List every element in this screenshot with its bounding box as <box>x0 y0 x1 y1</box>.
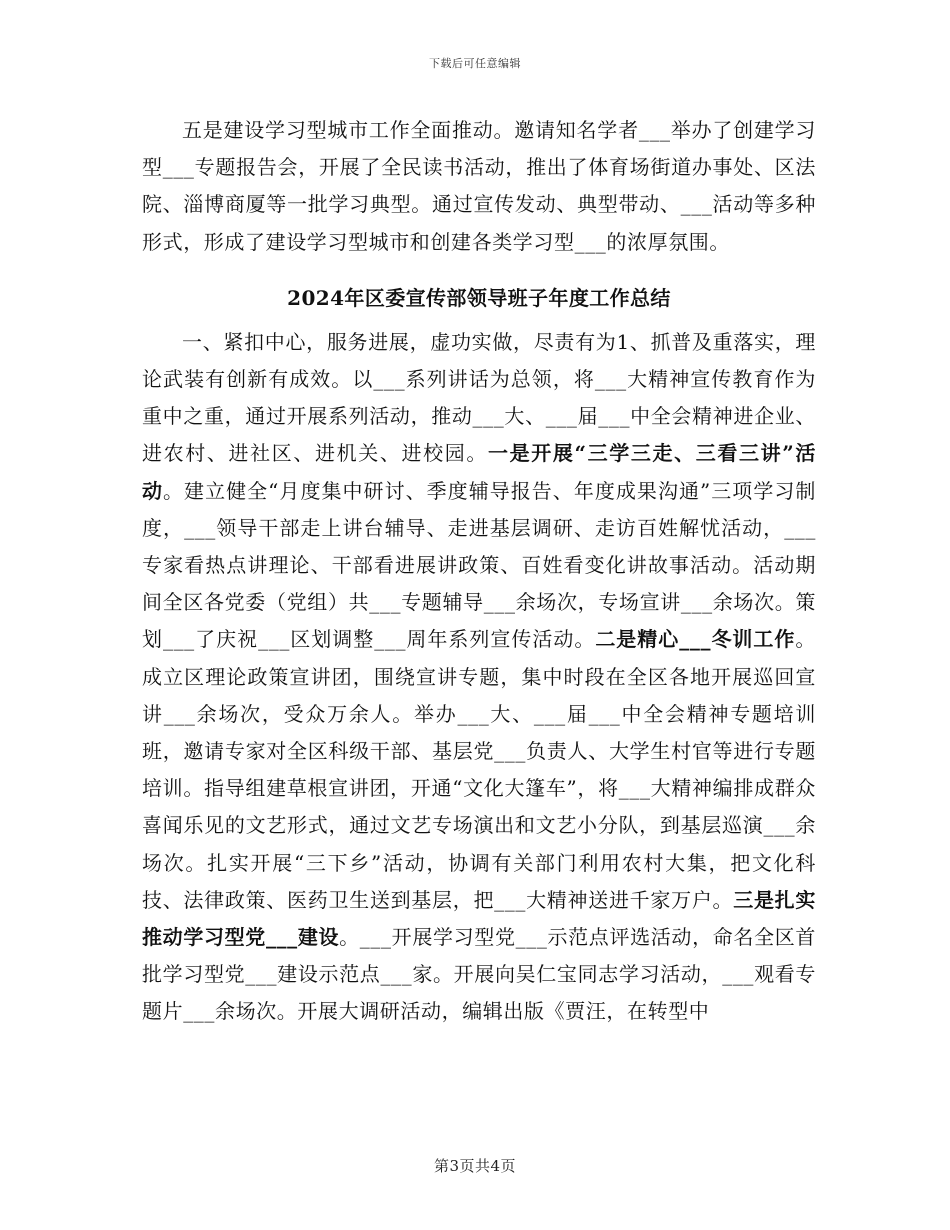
bold-heading-first: 一是开展“三学三走、三看三讲”活动 <box>142 441 817 503</box>
paragraph-learning-city: 五是建设学习型城市工作全面推动。邀请知名学者___举办了创建学习型___专题报告会，开展了全民读书活动，推出了体育场街道办事处、区法院、淄博商厦等一批学习典型。通过宣传发动、典型带动、___活动等多种形式，形成了建设学习型城市和创建各类学习型___的浓厚氛围。 <box>142 118 816 254</box>
paragraph-segment: 。建立健全“月度集中研讨、季度辅导报告、年度成果沟通”三项学习制度，___领导干部走上讲台辅导、走进基层调研、走访百姓解忧活动，___专家看热点讲理论、干部看进展讲政策、百姓看变化讲故事活动。活动期间全区各党委（党组）共___专题辅导___余场次，专场宣讲___余场次。策划___了庆祝___区划调整___周年系列宣传活动。 <box>142 478 816 652</box>
paragraph-segment: 。成立区理论政策宣讲团，围绕宣讲专题，集中时段在全区各地开展巡回宣讲___余场次，受众万余人。举办___大、___届___中全会精神专题培训班，邀请专家对全区科级干部、基层党___负责人、大学生村官等进行专题培训。指导组建草根宣讲团，开通“文化大篷车”，将___大精神编排成群众喜闻乐见的文艺形式，通过文艺专场演出和文艺小分队，到基层巡演___余场次。扎实开展“三下乡”活动，协调有关部门利用农村大集，把文化科技、法律政策、医药卫生送到基层，把___大精神送进千家万户。 <box>142 627 816 912</box>
document-body <box>142 112 816 1031</box>
paragraph-segment: 一、紧扣中心，服务进展，虚功实做，尽责有为1、抓普及重落实，理论武装有创新有成效。以___系列讲话为总领，将___大精神宣传教育作为重中之重，通过开展系列活动，推动___大、___届___中全会精神进企业、进农村、进社区、进机关、进校园。 <box>142 329 816 466</box>
page-header: 下载后可任意编辑 <box>429 57 521 70</box>
document-title: 2024年区委宣传部领导班子年度工作总结 <box>287 285 671 310</box>
page-number-footer: 第3页共4页 <box>433 1157 517 1175</box>
paragraph-work-summary <box>142 324 816 1031</box>
bold-heading-third: 三是扎实推动学习型党___建设 <box>142 887 816 950</box>
bold-heading-second: 二是精心___冬训工作 <box>595 627 796 652</box>
paragraph-segment: 。___开展学习型党___示范点评选活动，命名全区首批学习型党___建设示范点___家。开展向吴仁宝同志学习活动，___观看专题片___余场次。开展大调研活动，编辑出版《贾汪，在转型中 <box>142 925 816 1024</box>
